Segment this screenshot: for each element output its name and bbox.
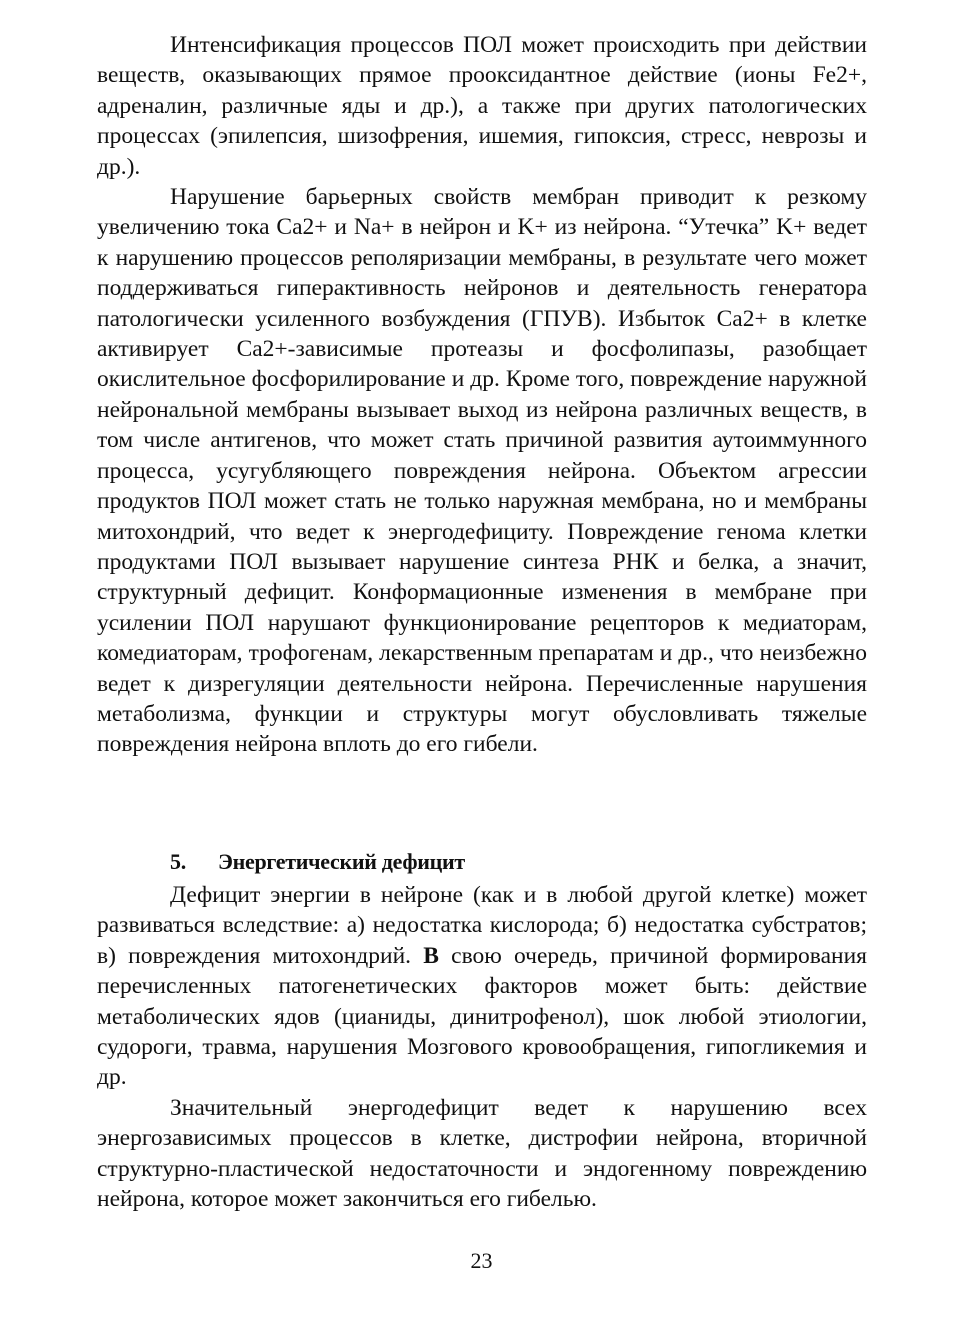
paragraph-pol-intensification: Интенсификация процессов ПОЛ может происходить при действии веществ, оказывающих прямое прооксидантное действие (ионы Fe2+, адреналин, различные яды и др.), а также при других патологических процессах (эпилепсия, шизофрения, ишемия, гипоксия, стресс, неврозы и др.).	[97, 32, 867, 180]
bold-text-run: В	[423, 942, 439, 969]
document-body-bottom	[97, 880, 867, 1214]
text-run: Дефицит энергии в нейроне (как и в любой другой клетке) может развиваться вследствие: а) недостатка кислорода; б) недостатка субстратов; в) повреждения митохондрий.	[97, 882, 867, 969]
section-number: 5.	[170, 849, 186, 874]
paragraph-energy-deficit-consequences: Значительный энергодефицит ведет к нарушению всех энергозависимых процессов в клетке, дистрофии нейрона, вторичной структурно-пластической недостаточности и эндогенному повреждению нейрона, которое может закончиться его гибелью.	[97, 1094, 867, 1213]
document-body-top	[97, 30, 867, 760]
page-number: 23	[470, 1248, 493, 1273]
paragraph-barrier-disruption: Нарушение барьерных свойств мембран приводит к резкому увеличению тока Ca2+ и Na+ в нейрон и K+ из нейрона. “Утечка” K+ ведет к нарушению процессов реполяризации мембраны, в результате чего может поддерживаться гиперактивность нейронов и деятельность генератора патологически усиленного возбуждения (ГПУВ). Избыток Ca2+ в клетке активирует Ca2+-зависимые протеазы и фосфолипазы, разобщает окислительное фосфорилирование и др. Кроме того, повреждение наружной нейрональной мембраны вызывает выход из нейрона различных веществ, в том числе антигенов, что может стать причиной развития аутоиммунного процесса, усугубляющего повреждения нейрона. Объектом агрессии продуктов ПОЛ может стать не только наружная мембрана, но и мембраны митохондрий, что ведет к энергодефициту. Повреждение генома клетки продуктами ПОЛ вызывает нарушение синтеза РНК и белка, а значит, структурный дефицит. Конформационные изменения в мембране при усилении ПОЛ нарушают функционирование рецепторов к медиаторам, комедиаторам, трофогенам, лекарственным препаратам и др., что неизбежно ведет к дизрегуляции деятельности нейрона. Перечисленные нарушения метаболизма, функции и структуры могут обусловливать тяжелые повреждения нейрона вплоть до его гибели.	[97, 184, 867, 758]
text-run: свою очередь, причиной формирования перечисленных патогенетических факторов может быть: действие метаболических ядов (цианиды, динитрофенол), шок любой этиологии, судороги, травма, нарушения Мозгового кровообращения, гипогликемия и др.	[97, 942, 867, 1091]
section-title: Энергетический дефицит	[218, 849, 465, 874]
section-heading	[170, 848, 465, 876]
paragraph-energy-deficit-causes	[97, 880, 867, 1093]
